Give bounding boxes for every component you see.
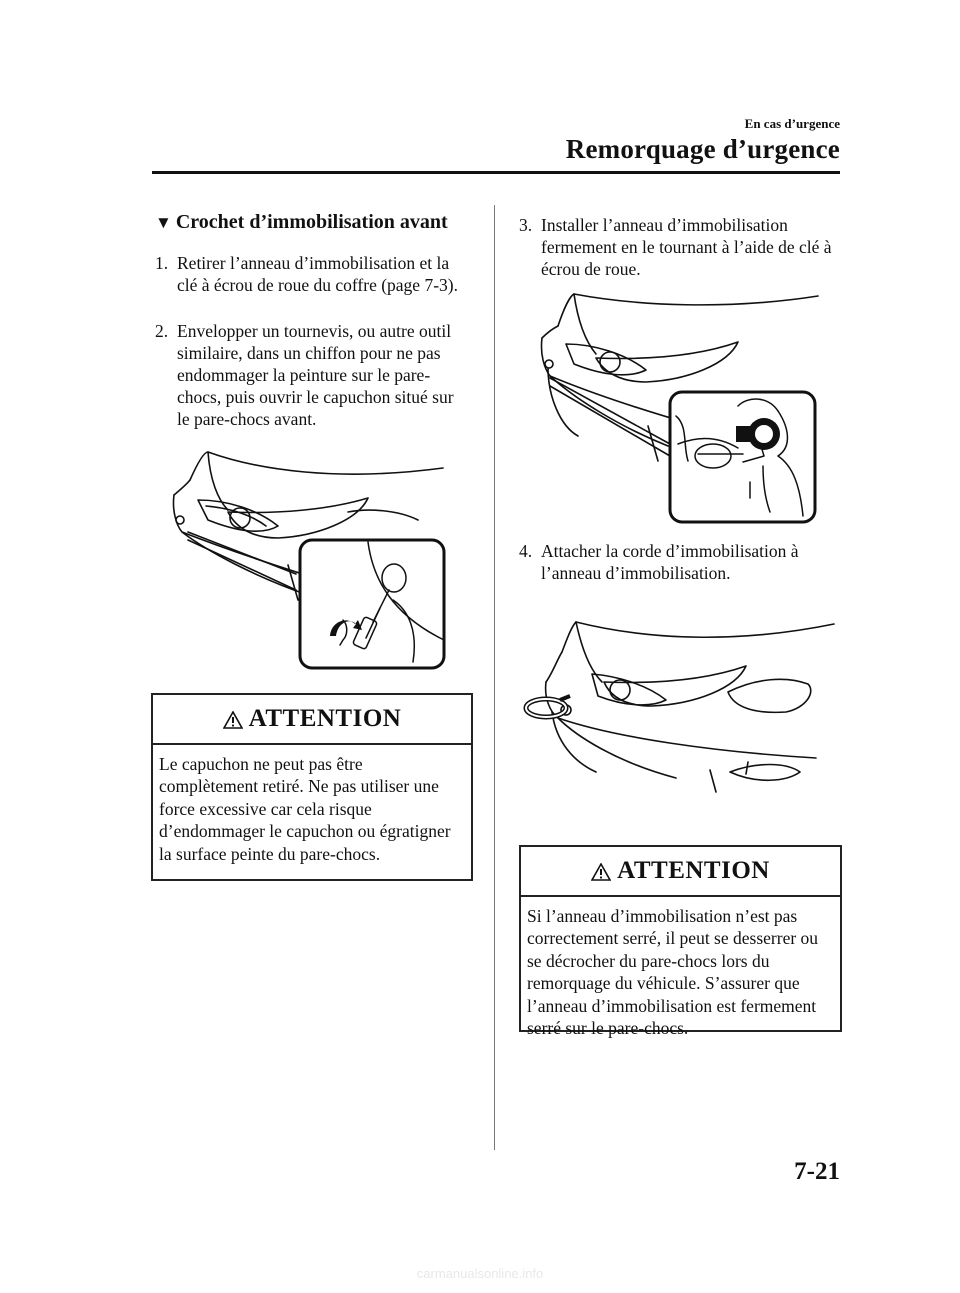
column-divider xyxy=(494,205,495,1150)
triangle-marker-icon: ▼ xyxy=(155,213,172,232)
bumper-cap-illustration xyxy=(168,440,453,672)
tow-eye-attached-illustration xyxy=(516,612,836,822)
step-text: Envelopper un tournevis, ou autre outil similaire, dans un chiffon pour ne pas endommager la peinture sur le pare-chocs, puis ouvrir le capuchon situé sur le pare-chocs avant. xyxy=(177,321,454,429)
attention-text: Le capuchon ne peut pas être complètement retiré. Ne pas utiliser une force excessive car cela risque d’endommager le capuchon ou égratigner la surface peinte du pare-chocs. xyxy=(159,754,451,864)
attention-header xyxy=(153,695,471,745)
attention-header xyxy=(521,847,840,897)
step-1 xyxy=(155,252,470,296)
header-divider xyxy=(152,171,840,174)
tow-eye-install-illustration xyxy=(538,286,822,526)
page-number: 7-21 xyxy=(794,1158,840,1185)
step-text: Installer l’anneau d’immobilisation fermement en le tournant à l’aide de clé à écrou de roue. xyxy=(541,215,832,279)
attention-title: ATTENTION xyxy=(617,857,770,884)
chapter-label: En cas d’urgence xyxy=(744,116,840,131)
warning-triangle-icon xyxy=(223,711,243,729)
attention-box xyxy=(519,845,842,1039)
section-heading-text: Crochet d’immobilisation avant xyxy=(175,211,448,233)
step-number: 3. xyxy=(519,215,533,235)
attention-title: ATTENTION xyxy=(248,705,402,732)
attention-text: Si l’anneau d’immobilisation n’est pas correctement serré, il peut se desserrer ou se décrocher du pare-chocs lors du remorquage du véhicule. S’assurer que l’anneau d’immobilisation est fermement serré sur le pare-chocs. xyxy=(527,906,819,1039)
page-title: Remorquage d’urgence xyxy=(565,134,840,164)
step-3 xyxy=(519,214,841,280)
attention-box xyxy=(151,693,473,881)
step-number: 2. xyxy=(155,321,169,341)
step-number: 1. xyxy=(155,253,169,273)
step-4 xyxy=(519,540,841,584)
step-text: Retirer l’anneau d’immobilisation et la clé à écrou de roue du coffre (page 7-3). xyxy=(177,253,458,295)
watermark: carmanualsonline.info xyxy=(416,1266,544,1281)
step-number: 4. xyxy=(519,541,533,561)
warning-triangle-icon xyxy=(591,863,611,881)
step-2 xyxy=(155,320,470,430)
section-heading xyxy=(155,211,448,234)
step-text: Attacher la corde d’immobilisation à l’anneau d’immobilisation. xyxy=(541,541,799,583)
